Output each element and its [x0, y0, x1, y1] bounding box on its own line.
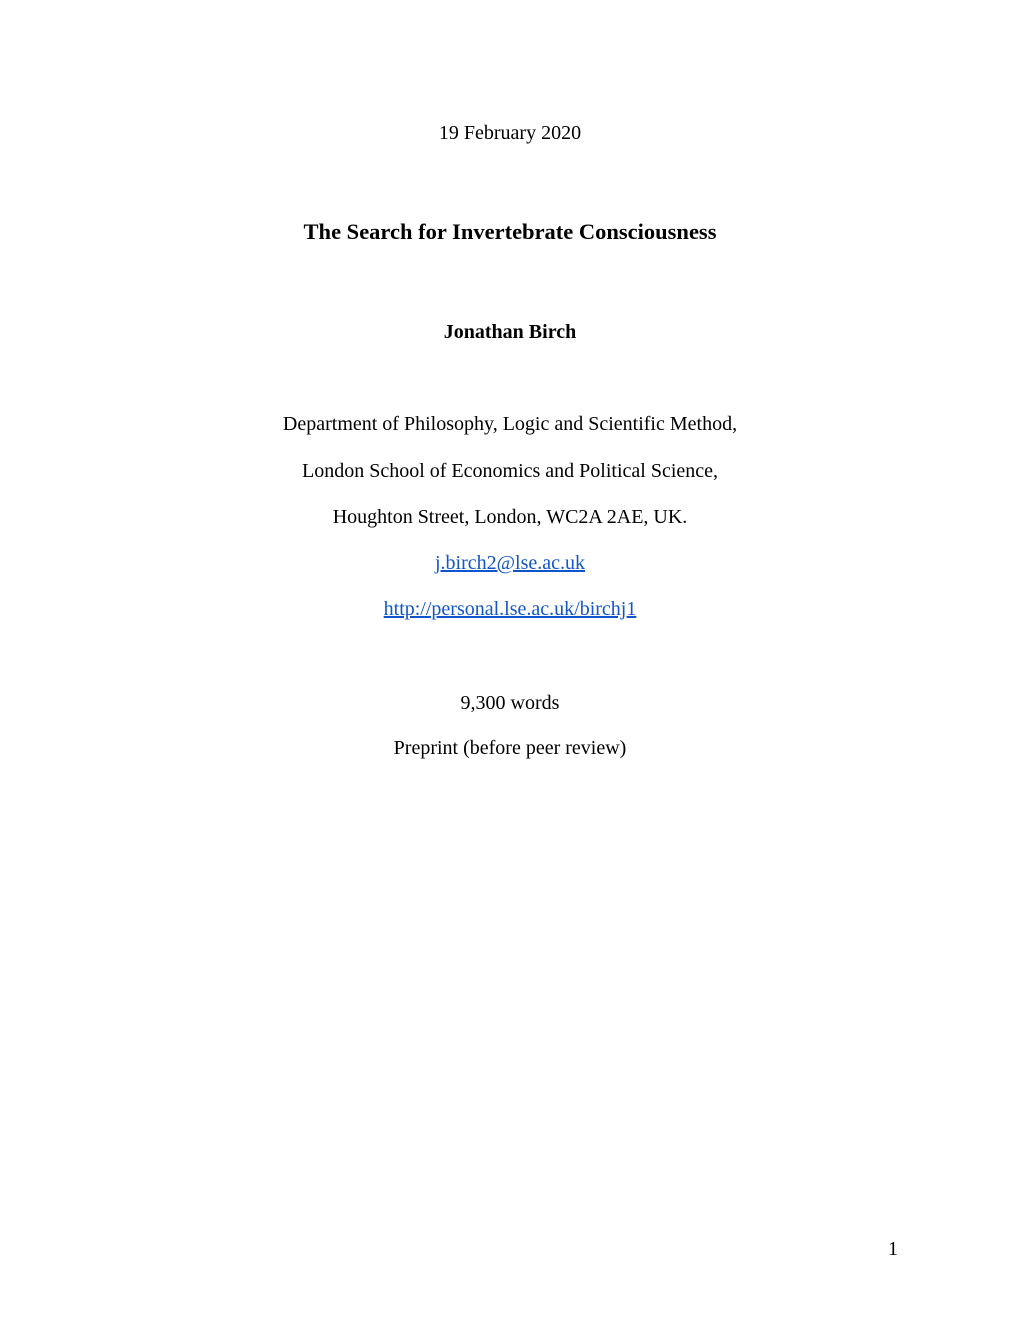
email-line-container — [120, 551, 900, 575]
date-line: 19 February 2020 — [438, 122, 582, 144]
affiliation-department: Department of Philosophy, Logic and Scientific Method, — [282, 413, 738, 435]
author-name: Jonathan Birch — [443, 321, 577, 343]
affiliation-institution: London School of Economics and Political Science, — [301, 460, 719, 482]
affiliation-address: Houghton Street, London, WC2A 2AE, UK. — [332, 506, 688, 528]
preprint-status: Preprint (before peer review) — [393, 737, 627, 759]
word-count: 9,300 words — [460, 692, 560, 714]
website-link[interactable]: http://personal.lse.ac.uk/birchj1 — [383, 598, 637, 620]
website-line-container — [120, 597, 900, 621]
page-number: 1 — [888, 1238, 898, 1260]
email-link[interactable]: j.birch2@lse.ac.uk — [434, 552, 586, 574]
paper-title: The Search for Invertebrate Consciousness — [303, 219, 717, 244]
